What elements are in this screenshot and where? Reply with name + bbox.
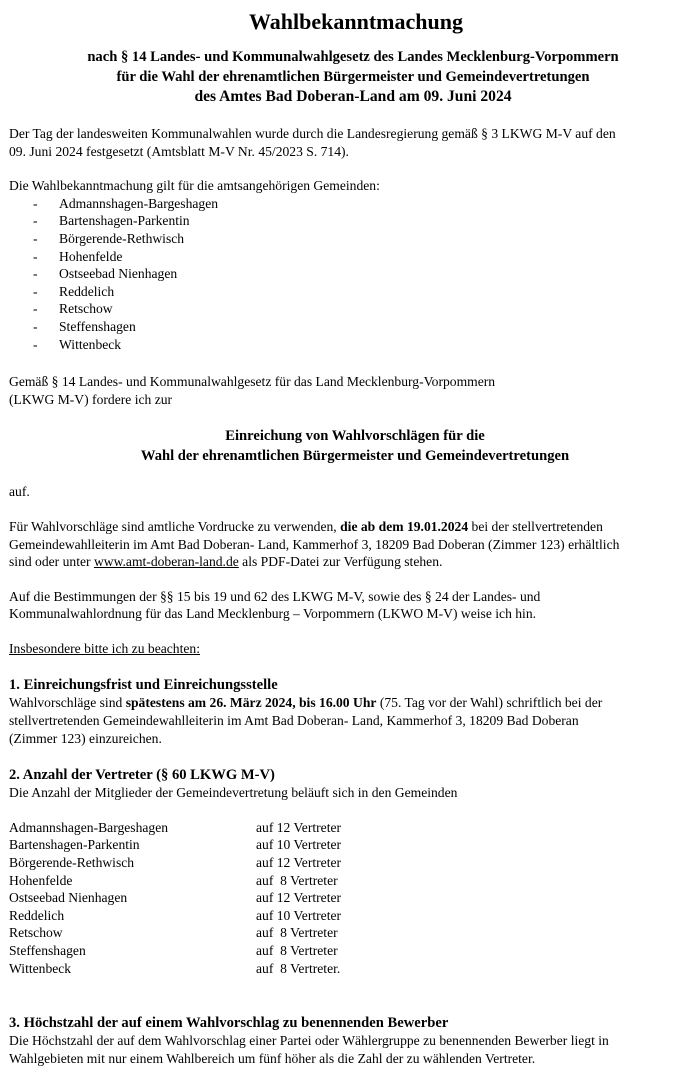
count-cell: auf 12 Vertreter <box>256 890 342 906</box>
bullet-dash: - <box>33 195 38 211</box>
text-line <box>9 518 697 536</box>
text-line: stellvertretenden Gemeindewahlleiterin im Amt Bad Doberan- Land, Kammerhof 3, 18209 Bad Doberan <box>9 713 579 729</box>
bullet-dash: - <box>33 230 38 246</box>
section-title: 2. Anzahl der Vertreter (§ 60 LKWG M-V) <box>9 767 275 784</box>
commune-cell: Ostseebad Nienhagen <box>9 890 128 906</box>
list-item <box>9 300 697 318</box>
forms-paragraph <box>9 518 697 571</box>
commune-cell: Retschow <box>9 925 63 941</box>
commune-name: Retschow <box>59 301 113 317</box>
bullet-dash: - <box>33 301 38 317</box>
count-cell: auf 12 Vertreter <box>256 819 342 835</box>
count-cell: auf 8 Vertreter <box>256 872 338 888</box>
commune-name: Ostseebad Nienhagen <box>59 266 178 282</box>
text-line: (LKWG M-V) fordere ich zur <box>9 391 173 407</box>
list-item <box>9 212 697 230</box>
text-line: Die Wahlbekanntmachung gilt für die amtsangehörigen Gemeinden: <box>9 178 380 194</box>
count-cell: auf 10 Vertreter <box>256 837 342 853</box>
list-item <box>9 283 697 301</box>
count-cell: auf 8 Vertreter <box>256 943 338 958</box>
text-span: sind oder unter <box>9 554 94 570</box>
commune-name: Reddelich <box>59 283 115 299</box>
table-row <box>9 924 697 942</box>
text-line: Wahlgebieten mit nur einem Wahlbereich um fünf höher als die Zahl der zu wählenden Vertreter. <box>9 1050 536 1066</box>
list-item <box>9 248 697 266</box>
text-line <box>9 553 697 571</box>
text-line: Auf die Bestimmungen der §§ 15 bis 19 und 62 des LKWG M-V, sowie des § 24 der Landes- und <box>9 588 541 604</box>
commune-cell: Admannshagen-Bargeshagen <box>9 819 169 835</box>
scope-paragraph <box>9 177 697 353</box>
text-span: bei der stellvertretenden <box>468 518 603 534</box>
date-emphasis: die ab dem 19.01.2024 <box>340 518 469 534</box>
subtitle-line: für die Wahl der ehrenamtlichen Bürgermeister und Gemeindevertretungen <box>116 69 590 85</box>
count-cell: auf 12 Vertreter <box>256 855 342 871</box>
bullet-dash: - <box>33 266 38 282</box>
text-line: Kommunalwahlordnung für das Land Mecklenburg – Vorpommern (LKWO M-V) weise ich hin. <box>9 606 537 622</box>
text-line: Gemeindewahlleiterin im Amt Bad Doberan- Land, Kammerhof 3, 18209 Bad Doberan (Zimmer 123) erhältlich <box>9 536 620 552</box>
text-line: (Zimmer 123) einzureichen. <box>9 730 162 746</box>
document-title: Wahlbekanntmachung <box>249 9 463 34</box>
commune-name: Steffenshagen <box>59 318 136 334</box>
section-title: 3. Höchstzahl der auf einem Wahlvorschlag zu benennenden Bewerber <box>9 1015 449 1032</box>
note-underlined: Insbesondere bitte ich zu beachten: <box>9 640 200 656</box>
bullet-dash: - <box>33 213 38 229</box>
count-cell: auf 8 Vertreter <box>256 925 338 941</box>
commune-name: Bartenshagen-Parkentin <box>59 213 190 229</box>
bullet-dash: - <box>33 336 38 352</box>
text-line: Die Höchstzahl der auf dem Wahlvorschlag einer Partei oder Wählergruppe zu benennenden Bewerber liegt in <box>9 1033 609 1049</box>
section-max-candidates <box>9 1014 697 1067</box>
bullet-dash: - <box>33 318 38 334</box>
subtitle-line: nach § 14 Landes- und Kommunalwahlgesetz des Landes Mecklenburg-Vorpommern <box>87 49 619 65</box>
commune-name: Wittenbeck <box>59 336 122 352</box>
text-line: Der Tag der landesweiten Kommunalwahlen wurde durch die Landesregierung gemäß § 3 LKWG M-V auf den <box>9 126 616 141</box>
list-item <box>9 195 697 213</box>
legal-paragraph <box>9 373 697 408</box>
commune-name: Hohenfelde <box>59 248 123 264</box>
section-submission <box>9 676 697 747</box>
list-item <box>9 318 697 336</box>
commune-name: Admannshagen-Bargeshagen <box>59 195 219 211</box>
text-line: Die Anzahl der Mitglieder der Gemeindevertretung beläuft sich in den Gemeinden <box>9 785 458 801</box>
count-cell: auf 10 Vertreter <box>256 907 342 923</box>
table-row <box>9 872 697 890</box>
text-span: Für Wahlvorschläge sind amtliche Vordrucke zu verwenden, <box>9 518 341 534</box>
commune-cell: Wittenbeck <box>9 960 72 976</box>
table-row <box>9 854 697 872</box>
commune-cell: Reddelich <box>9 907 65 923</box>
table-row <box>9 819 697 837</box>
commune-cell: Steffenshagen <box>9 943 86 958</box>
document-page <box>9 0 697 1067</box>
website-link[interactable]: www.amt-doberan-land.de <box>93 554 239 570</box>
auf-text: auf. <box>9 484 30 500</box>
bullet-dash: - <box>33 248 38 264</box>
text-span: (75. Tag vor der Wahl) schriftlich bei der <box>376 695 603 711</box>
heading-line: Einreichung von Wahlvorschlägen für die <box>225 428 485 445</box>
count-cell: auf 8 Vertreter. <box>256 960 341 976</box>
subtitle-line: des Amtes Bad Doberan-Land am 09. Juni 2024 <box>194 88 512 105</box>
commune-cell: Börgerende-Rethwisch <box>9 855 135 871</box>
rules-paragraph <box>9 588 697 623</box>
representatives-table <box>9 819 697 977</box>
document-subtitle <box>9 47 697 107</box>
text-span: Wahlvorschläge sind <box>9 695 126 711</box>
text-line: Gemäß § 14 Landes- und Kommunalwahlgesetz für das Land Mecklenburg-Vorpommern <box>9 374 496 390</box>
call-heading <box>9 427 697 466</box>
section-representatives <box>9 766 697 977</box>
text-line <box>9 694 697 712</box>
table-row <box>9 942 697 960</box>
deadline-emphasis: spätestens am 26. März 2024, bis 16.00 Uhr <box>125 695 377 711</box>
text-line: 09. Juni 2024 festgesetzt (Amtsblatt M-V Nr. 45/2023 S. 714). <box>9 143 349 159</box>
list-item <box>9 336 697 354</box>
heading-line: Wahl der ehrenamtlichen Bürgermeister und Gemeindevertretungen <box>140 447 570 464</box>
table-row <box>9 836 697 854</box>
intro-paragraph <box>9 125 697 160</box>
commune-cell: Bartenshagen-Parkentin <box>9 837 140 853</box>
table-row <box>9 907 697 925</box>
list-item <box>9 230 697 248</box>
text-span: als PDF-Datei zur Verfügung stehen. <box>238 554 443 570</box>
table-row <box>9 960 697 978</box>
commune-cell: Hohenfelde <box>9 872 73 888</box>
section-title: 1. Einreichungsfrist und Einreichungsstelle <box>9 677 278 694</box>
bullet-dash: - <box>33 283 38 299</box>
list-item <box>9 265 697 283</box>
table-row <box>9 889 697 907</box>
commune-list <box>9 195 697 353</box>
commune-name: Börgerende-Rethwisch <box>59 230 185 246</box>
